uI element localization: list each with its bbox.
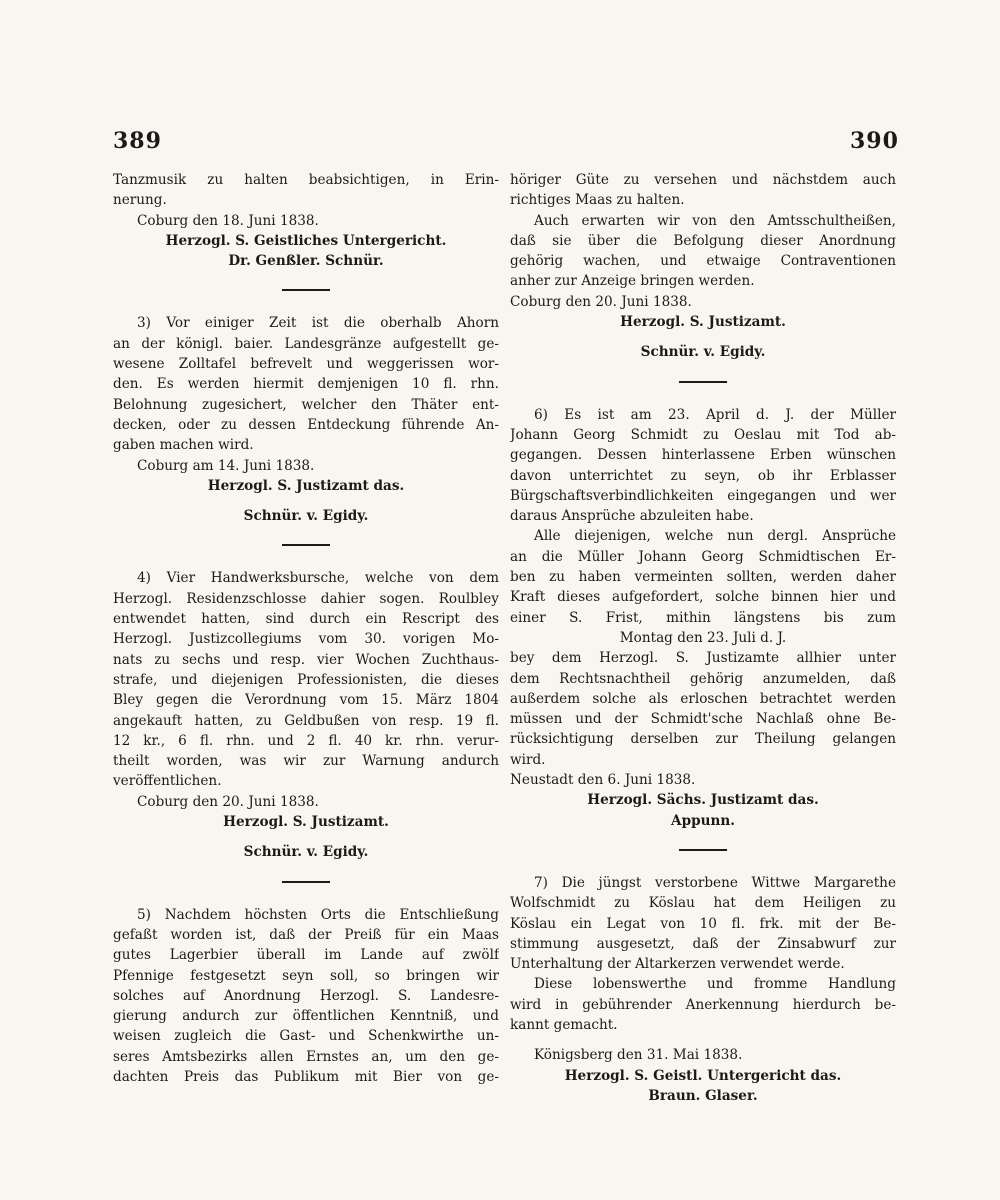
- notice-office: Herzogl. S. Geistl. Untergericht das.: [564, 1067, 842, 1084]
- text-line: bey dem Herzogl. S. Justizamte allhier unter: [510, 650, 896, 667]
- text-line: gehörig wachen, und etwaige Contraventionen: [510, 253, 896, 270]
- notice-signature: Braun. Glaser.: [648, 1087, 758, 1104]
- text-line: an die Müller Johann Georg Schmidtischen Er-: [510, 548, 896, 565]
- text-line: Belohnung zugesichert, welcher den Thäter ent-: [113, 396, 499, 413]
- text-line: gefaßt worden ist, daß der Preiß für ein Maas: [113, 926, 499, 943]
- section-divider: [282, 289, 330, 291]
- notice-date: Coburg den 20. Juni 1838.: [510, 293, 692, 310]
- text-line: davon unterrichtet zu seyn, ob ihr Erblasser: [510, 467, 896, 484]
- text-line: ben zu haben vermeinten sollten, werden daher: [510, 569, 896, 586]
- notice-date: Coburg am 14. Juni 1838.: [137, 457, 315, 474]
- text-line: Kraft dieses aufgefordert, solche binnen hier und: [510, 589, 896, 606]
- section-divider: [282, 881, 330, 883]
- notice-5: [113, 905, 499, 1088]
- text-line: rücksichtigung derselben zur Theilung gelangen: [510, 731, 896, 748]
- text-line: weisen zugleich die Gast- und Schenkwirthe un-: [113, 1028, 499, 1045]
- notice-date: Neustadt den 6. Juni 1838.: [510, 772, 696, 789]
- text-line: gaben machen wird.: [113, 437, 254, 454]
- text-line: 6) Es ist am 23. April d. J. der Müller: [534, 406, 896, 423]
- text-line: daraus Ansprüche abzuleiten habe.: [510, 508, 754, 525]
- notice-5-continued: [510, 170, 896, 292]
- notice-office: Herzogl. S. Justizamt das.: [207, 477, 405, 494]
- notice-office: Herzogl. Sächs. Justizamt das.: [587, 792, 819, 809]
- text-line: gegangen. Dessen hinterlassene Erben wünschen: [510, 447, 896, 464]
- text-line: 7) Die jüngst verstorbene Wittwe Margarethe: [534, 874, 896, 891]
- text-line: solches auf Anordnung Herzogl. S. Landesre-: [113, 987, 499, 1004]
- deadline-line: Montag den 23. Juli d. J.: [619, 629, 787, 646]
- text-line: außerdem solche als erloschen betrachtet werden: [510, 690, 896, 707]
- text-line: Bley gegen die Verordnung vom 15. März 1804: [113, 692, 499, 709]
- text-line: Alle diejenigen, welche nun dergl. Ansprüche: [534, 528, 896, 545]
- text-line: Herzogl. Justizcollegiums vom 30. vorigen Mo-: [113, 631, 499, 648]
- notice-signature: Schnür. v. Egidy.: [243, 508, 369, 525]
- page-number-left: 389: [113, 128, 162, 154]
- text-line: entwendet hatten, sind durch ein Rescript des: [113, 611, 499, 628]
- text-line: einer S. Frist, mithin längstens bis zum: [510, 609, 896, 626]
- text-line: 5) Nachdem höchsten Orts die Entschließung: [137, 906, 499, 923]
- notice-3: [113, 313, 499, 455]
- left-column: [113, 170, 499, 1087]
- notice-date: Coburg den 18. Juni 1838.: [137, 212, 319, 229]
- notice-4: [113, 568, 499, 791]
- text-line: nerung.: [113, 192, 167, 209]
- text-line: theilt worden, was wir zur Warnung andurch: [113, 753, 499, 770]
- text-line: kannt gemacht.: [510, 1016, 618, 1033]
- text-line: richtiges Maas zu halten.: [510, 192, 685, 209]
- text-line: Johann Georg Schmidt zu Oeslau mit Tod ab-: [510, 426, 896, 443]
- text-line: Wolfschmidt zu Köslau hat dem Heiligen zu: [510, 895, 896, 912]
- notice-office: Herzogl. S. Justizamt.: [223, 814, 389, 831]
- text-line: wird.: [510, 751, 546, 768]
- text-line: stimmung ausgesetzt, daß der Zinsabwurf zur: [510, 935, 896, 952]
- intro-text: [113, 170, 499, 211]
- text-line: Tanzmusik zu halten beabsichtigen, in Erin-: [113, 172, 499, 188]
- notice-signature: Dr. Genßler. Schnür.: [228, 253, 384, 270]
- text-line: an der königl. baier. Landesgränze aufgestellt ge-: [113, 335, 499, 352]
- text-line: angekauft hatten, zu Geldbußen von resp. 19 fl.: [113, 712, 499, 729]
- text-line: 12 kr., 6 fl. rhn. und 2 fl. 40 kr. rhn. verur-: [113, 732, 499, 749]
- text-line: nats zu sechs und resp. vier Wochen Zuchthaus-: [113, 651, 499, 668]
- notice-date: Königsberg den 31. Mai 1838.: [534, 1047, 743, 1064]
- text-line: Diese lobenswerthe und fromme Handlung: [534, 976, 896, 993]
- notice-office: Herzogl. S. Justizamt.: [620, 314, 786, 331]
- notice-7: [510, 873, 896, 1035]
- text-line: dachten Preis das Publikum mit Bier von ge-: [113, 1068, 499, 1085]
- notice-signature: Appunn.: [671, 812, 735, 829]
- text-line: Unterhaltung der Altarkerzen verwendet werde.: [510, 956, 845, 973]
- text-line: Köslau ein Legat von 10 fl. frk. mit der Be-: [510, 915, 896, 932]
- text-line: höriger Güte zu versehen und nächstdem auch: [510, 172, 896, 188]
- notice-signature: Schnür. v. Egidy.: [640, 344, 766, 361]
- text-line: strafe, und diejenigen Professionisten, die dieses: [113, 671, 499, 688]
- text-line: müssen und der Schmidt'sche Nachlaß ohne Be-: [510, 711, 896, 728]
- text-line: seres Amtsbezirks allen Ernstes an, um den ge-: [113, 1048, 499, 1065]
- section-divider: [679, 381, 727, 383]
- text-line: gierung andurch zur öffentlichen Kenntniß, und: [113, 1008, 499, 1025]
- notice-date: Coburg den 20. Juni 1838.: [137, 793, 319, 810]
- text-line: daß sie über die Befolgung dieser Anordnung: [510, 232, 896, 249]
- text-line: dem Rechtsnachtheil gehörig anzumelden, daß: [510, 670, 896, 687]
- text-line: veröffentlichen.: [113, 773, 222, 790]
- text-line: decken, oder zu dessen Entdeckung führende An-: [113, 416, 499, 433]
- text-line: 4) Vier Handwerksbursche, welche von dem: [137, 570, 499, 587]
- text-line: Bürgschaftsverbindlichkeiten eingegangen und wer: [510, 487, 896, 504]
- text-line: den. Es werden hiermit demjenigen 10 fl. rhn.: [113, 376, 499, 393]
- text-line: Herzogl. Residenzschlosse dahier sogen. Roulbley: [113, 590, 499, 607]
- text-line: wird in gebührender Anerkennung hierdurch be-: [510, 996, 896, 1013]
- notice-signature: Schnür. v. Egidy.: [243, 844, 369, 861]
- section-divider: [679, 849, 727, 851]
- page-number-right: 390: [850, 128, 899, 154]
- text-line: anher zur Anzeige bringen werden.: [510, 273, 755, 290]
- text-line: 3) Vor einiger Zeit ist die oberhalb Ahorn: [137, 315, 499, 332]
- section-divider: [282, 544, 330, 546]
- text-line: gutes Lagerbier überall im Lande auf zwölf: [113, 947, 499, 964]
- text-line: Auch erwarten wir von den Amtsschultheißen,: [534, 212, 896, 229]
- text-line: wesene Zolltafel befrevelt und weggerissen wor-: [113, 356, 499, 373]
- text-line: Pfennige festgesetzt seyn soll, so bringen wir: [113, 967, 499, 984]
- notice-office: Herzogl. S. Geistliches Untergericht.: [165, 232, 447, 249]
- right-column: [510, 170, 896, 1106]
- notice-6: [510, 405, 896, 770]
